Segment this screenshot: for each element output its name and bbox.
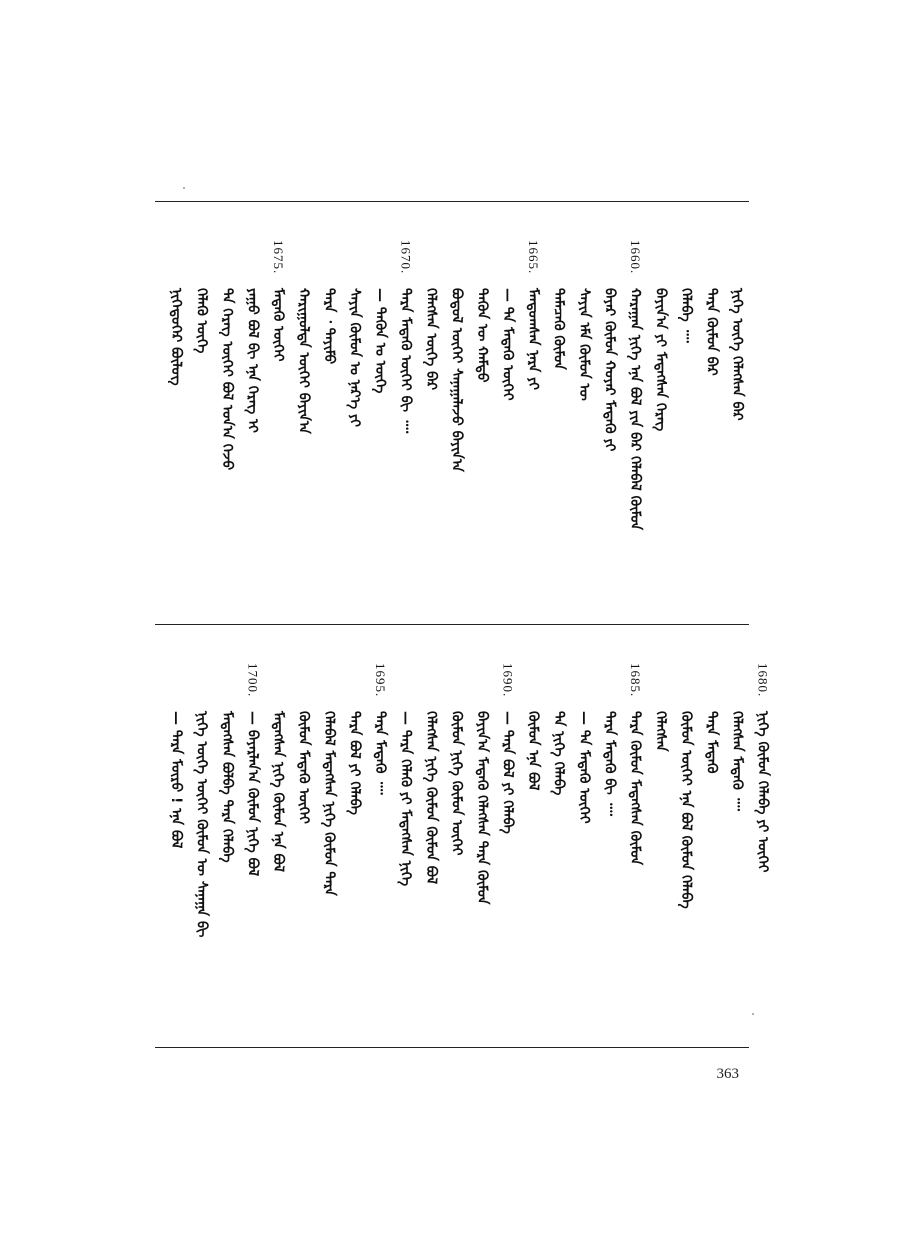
verse-line: ᠪᠣᠳᠤᠯ ᠦᠭᠡᠢ ᠰᠠᠨᠠᠭᠠᠯᠠᠵᠤ ᠪᠠᠶᠢᠨ᠎ᠠ [448,288,465,472]
line-number: 1685. [628,663,643,698]
verse-line: — ᠪᠠᠶᠠᠷᠯᠠᠨ᠎ᠠ ᠬᠦᠮᠦᠨ ᠨᠢᠭᠡ ᠪᠣᠯ [244,711,261,877]
verse-line: ᠪᠠᠶᠠᠷ ᠬᠦᠮᠦᠨ ᠬᠣᠶᠠᠷ ᠮᠡᠳᠡᠬᠦ ᠶᠢ [601,288,618,452]
verse-line: ᠬᠦᠮᠦᠨ ᠨᠢᠭᠡ ᠬᠦᠮᠦᠨ ᠦᠭᠡᠢ [448,711,465,856]
verse-line: ᠨᠢᠭᠡ ᠬᠦᠮᠦᠨ ᠬᠡᠯᠡᠪᠡ ᠶᠢ ᠦᠭᠡᠢ [754,711,771,873]
verse-line: — ᠲᠡᠷᠡ ᠪᠣᠯ ᠶᠢ ᠬᠡᠯᠡᠪᠡ [499,711,516,834]
verse-line: ᠲᠡᠷᠡ ᠮᠡᠳᠡᠬᠦ [703,711,720,774]
verse-line: ᠮᠡᠳᠡᠭᠰᠡᠨ ᠨᠢᠭᠡ ᠬᠦᠮᠦᠨ ᠡᠨᠡ ᠪᠣᠯ [270,711,286,872]
line-number: 1665. [526,240,541,275]
print-speck [183,187,185,189]
verse-line: ᠰᠠᠶᠢᠨ ᠡᠮᠡ ᠬᠦᠮᠦᠨ ᠦ [576,288,592,401]
lower-text-block [150,633,771,1038]
line-number: 1675. [271,240,286,275]
verse-line: ᠬᠡᠯᠡᠭᠰᠡᠨ ᠮᠡᠳᠡᠬᠦ ᠁ [729,711,745,811]
verse-line: — ᠲᠡᠭᠦᠨ ᠤ ᠦᠭᠡ [372,288,388,394]
verse-line: ᠬᠠᠷᠠᠭᠠᠨ ᠨᠢᠭᠡ ᠡᠨᠡ ᠪᠣᠯ ᠶᠢᠨ ᠪᠠᠷ ᠬᠡᠯᠡᠪᠡᠯ ᠬᠦᠮᠦᠨ [627,288,643,531]
verse-line: ᠲᠡᠷᠡ ᠮᠡᠳᠡᠬᠦ ᠁ [372,711,388,795]
verse-line: ᠲᠡᠷᠡ ᠬᠦᠮᠦᠨ ᠪᠡᠷ [703,288,720,376]
page-number: 363 [716,1066,739,1082]
verse-line: ᠬᠠᠷᠢᠭᠤᠯᠲᠠ ᠦᠭᠡᠢ ᠪᠠᠶᠢᠨ᠎ᠠ [295,288,312,434]
verse-line: ᠬᠡᠯᠡᠪᠡᠯ ᠮᠡᠳᠡᠭᠰᠡᠨ ᠨᠢᠭᠡ ᠬᠦᠮᠦᠨ ᠲᠡᠷᠡ [321,711,337,896]
line-number: 1660. [628,240,643,275]
verse-line: ᠲᠡ ᠬᠡᠷᠡᠭ ᠦᠭᠡᠢ ᠪᠣᠯ ᠤᠨ᠎ᠠ ᠭᠡᠵᠦ [219,288,235,471]
line-number: 1680. [755,663,771,698]
upper-text-block [150,210,760,615]
verse-line: ᠬᠡᠯᠡᠭᠰᠡᠨ [652,711,669,752]
verse-line: ᠲᠡᠷᠡ ᠪᠣᠯ ᠶᠢ ᠬᠡᠯᠡᠪᠡ [346,711,363,816]
verse-line: ᠨᠢᠭᠡ ᠦᠭᠡ ᠦᠭᠡᠢ ᠬᠦᠮᠦᠨ ᠦ ᠰᠠᠨᠠᠭᠠ ᠪᠢ [193,711,210,938]
verse-line: ᠬᠡᠯᠡᠪᠡ ᠁ [678,288,694,343]
verse-line: ᠲᠡᠮᠡᠴᠡᠬᠦ ᠬᠦᠮᠦᠨ [550,288,567,370]
verse-line: ᠮᠠᠨᠳᠤᠭᠰᠠᠨ ᠨᠠᠷᠠ ᠶᠢ [525,288,541,391]
verse-line: ᠬᠦᠮᠦᠨ ᠮᠡᠳᠡᠬᠦ ᠦᠭᠡᠢ [295,711,312,824]
verse-line: — ᠲᠡᠷᠡ ᠮᠦᠷᠦ ! ᠡᠨᠡ ᠪᠣᠯ [168,711,184,849]
verse-line: ᠬᠡᠯᠡᠭᠰᠡᠨ ᠦᠭᠡ ᠪᠡᠷ [423,288,439,391]
middle-rule [155,624,749,625]
line-number: 1690. [500,663,516,698]
verse-line: ᠨᠢᠭᠡ ᠦᠭᠡ ᠬᠡᠯᠡᠭᠰᠡᠨ ᠪᠡᠷ [729,288,745,421]
verse-line: — ᠲᠡᠷᠡ ᠬᠡᠯᠡᠬᠦ ᠶᠢ ᠮᠡᠳᠡᠭᠰᠡᠨ ᠨᠢᠭᠡ [397,711,414,887]
verse-line: ᠪᠠᠶᠢᠨ᠎ᠠ ᠶᠢ ᠮᠡᠳᠡᠭᠰᠡᠨ ᠬᠡᠷᠡᠭ [652,288,669,432]
verse-line: ᠮᠡᠳᠡᠭᠰᠡᠨ ᠪᠣᠯᠪᠠ ᠲᠡᠷᠡ ᠬᠡᠯᠡᠪᠡ [219,711,235,863]
top-rule [155,201,749,202]
verse-line: ᠲᠡ ᠨᠢᠭᠡ ᠬᠡᠯᠡᠪᠡ [550,711,567,796]
verse-line: ᠲᠡᠷᠡ ᠮᠡᠳᠡᠬᠦ ᠪᠢ ᠁ [601,711,618,816]
line-number: 1700. [245,663,261,698]
verse-line: ᠮᠡᠳᠡᠬᠦ ᠦᠭᠡᠢ [270,288,286,362]
verse-line: ᠨᠢᠭᠡᠳᠦᠭᠡᠷ ᠪᠦᠯᠦᠭ [168,288,184,386]
verse-line: ᠬᠦᠮᠦᠨ ᠦᠭᠡᠢ ᠡᠨᠡ ᠪᠣᠯ ᠬᠦᠮᠦᠨ ᠬᠡᠯᠡᠪᠡ [678,711,694,909]
verse-line: ᠬᠡᠯᠡᠭᠰᠡᠨ ᠨᠢᠭᠡ ᠬᠦᠮᠦᠨ ᠬᠦᠮᠦᠨ ᠪᠣᠯ [423,711,439,885]
verse-line: ᠲᠡᠭᠦᠨ ᠦ ᠬᠠᠮᠲᠤ [474,288,490,383]
verse-line: ᠲᠡᠷᠡ ᠬᠦᠮᠦᠨ ᠮᠡᠳᠡᠭᠰᠡᠨ ᠬᠦᠮᠦᠨ [627,711,643,866]
verse-line: ᠲᠡᠷᠡ ᠂ ᠲᠡᠶᠢᠮᠦ [321,288,337,365]
verse-line: ᠰᠠᠶᠢᠨ ᠬᠦᠮᠦᠨ ᠤ ᠨᠡᠷ᠎ᠡ ᠶᠢ [346,288,363,427]
verse-line: — ᠲᠠ ᠮᠡᠳᠡᠬᠦ ᠦᠭᠡᠢ [576,711,592,824]
verse-line: ᠲᠡᠷᠡ ᠮᠡᠳᠡᠬᠦ ᠦᠭᠡᠢ ᠪᠢ ᠁ [397,288,414,434]
line-number: 1695. [373,663,388,698]
verse-line: ᠬᠡᠯᠡᠬᠦ ᠦᠭᠡ [193,288,210,354]
line-number: 1670. [398,240,414,275]
verse-line: ᠬᠦᠮᠦᠨ ᠡᠨᠡ ᠪᠣᠯ [525,711,541,791]
verse-line: ᠪᠠᠶᠢᠨ᠎ᠠ ᠮᠡᠳᠡᠬᠦ ᠬᠡᠯᠡᠭᠰᠡᠨ ᠲᠡᠷᠡ ᠬᠦᠮᠦᠨ [474,711,490,905]
bottom-rule [155,1047,749,1048]
verse-line: ᠶᠠᠭᠤ ᠪᠣᠯ ᠪᠢ ᠡᠨᠡ ᠬᠡᠷᠡᠭ ᠢ [244,288,261,433]
verse-line: — ᠲᠠ ᠮᠡᠳᠡᠬᠦ ᠦᠭᠡᠢ [499,288,516,401]
